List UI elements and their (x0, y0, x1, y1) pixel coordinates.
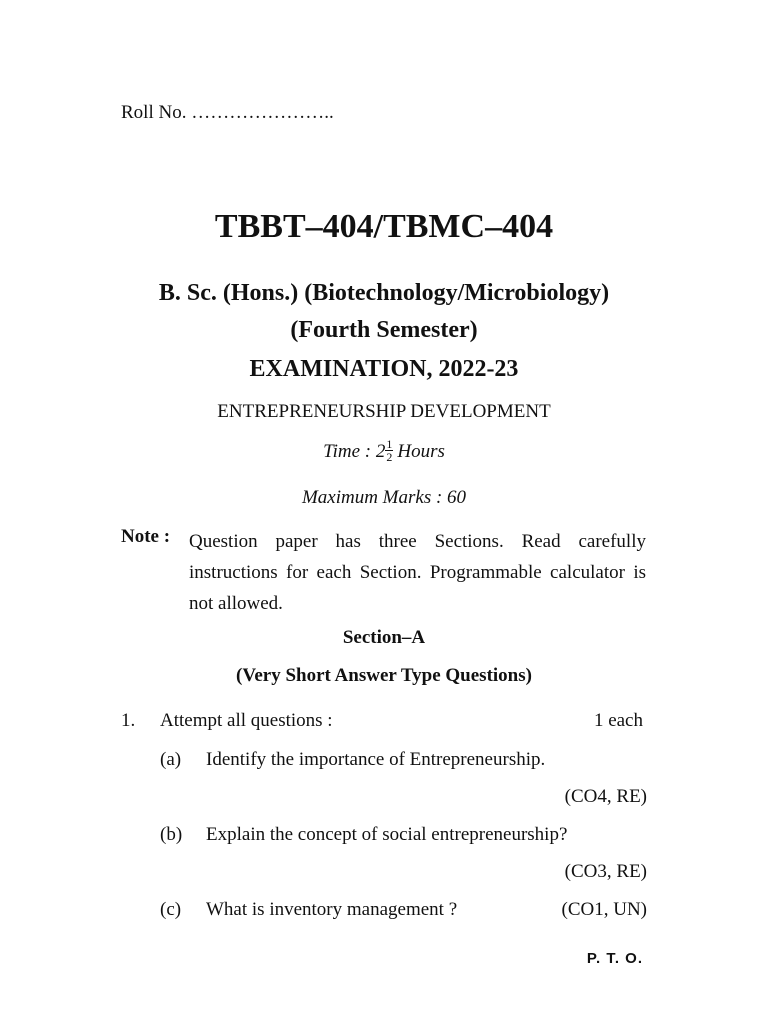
time-prefix: Time : 2 (323, 440, 386, 462)
semester-title: (Fourth Semester) (290, 317, 478, 343)
part-text: What is inventory management ? (206, 899, 458, 920)
part-label: (c) (160, 899, 182, 920)
part-text: Identify the importance of Entrepreneurship. (206, 749, 546, 770)
question-marks: 1 each (593, 710, 643, 731)
degree-title: B. Sc. (Hons.) (Biotechnology/Microbiology) (158, 280, 610, 306)
examination-title: EXAMINATION, 2022-23 (249, 356, 519, 382)
section-title: Section–A (342, 627, 426, 648)
time-suffix: Hours (397, 440, 445, 462)
section-subtitle: (Very Short Answer Type Questions) (236, 665, 532, 686)
note-text: Question paper has three Sections. Read carefully instructions for each Section. Programmable calculator is not allowed. (189, 531, 646, 614)
time-fraction (385, 438, 393, 463)
part-label: (b) (160, 824, 183, 845)
please-turn-over: P. T. O. (586, 950, 643, 967)
subject-title: ENTREPRENEURSHIP DEVELOPMENT (217, 401, 551, 422)
course-outcome-tag: (CO4, RE) (564, 786, 647, 807)
part-label: (a) (160, 749, 182, 770)
time-allowed (0, 437, 768, 465)
question-text: Attempt all questions : (160, 710, 333, 731)
question-number: 1. (121, 710, 136, 731)
maximum-marks: Maximum Marks : 60 (301, 487, 467, 508)
paper-code: TBBT–404/TBMC–404 (214, 208, 554, 245)
fraction-denominator: 2 (386, 450, 393, 464)
course-outcome-tag: (CO3, RE) (564, 861, 647, 882)
fraction-numerator: 1 (386, 437, 393, 451)
note-label: Note : (121, 526, 171, 547)
course-outcome-tag: (CO1, UN) (561, 899, 647, 920)
roll-number-line: Roll No. ………………….. (121, 102, 334, 123)
part-text: Explain the concept of social entrepreneurship? (206, 824, 568, 845)
